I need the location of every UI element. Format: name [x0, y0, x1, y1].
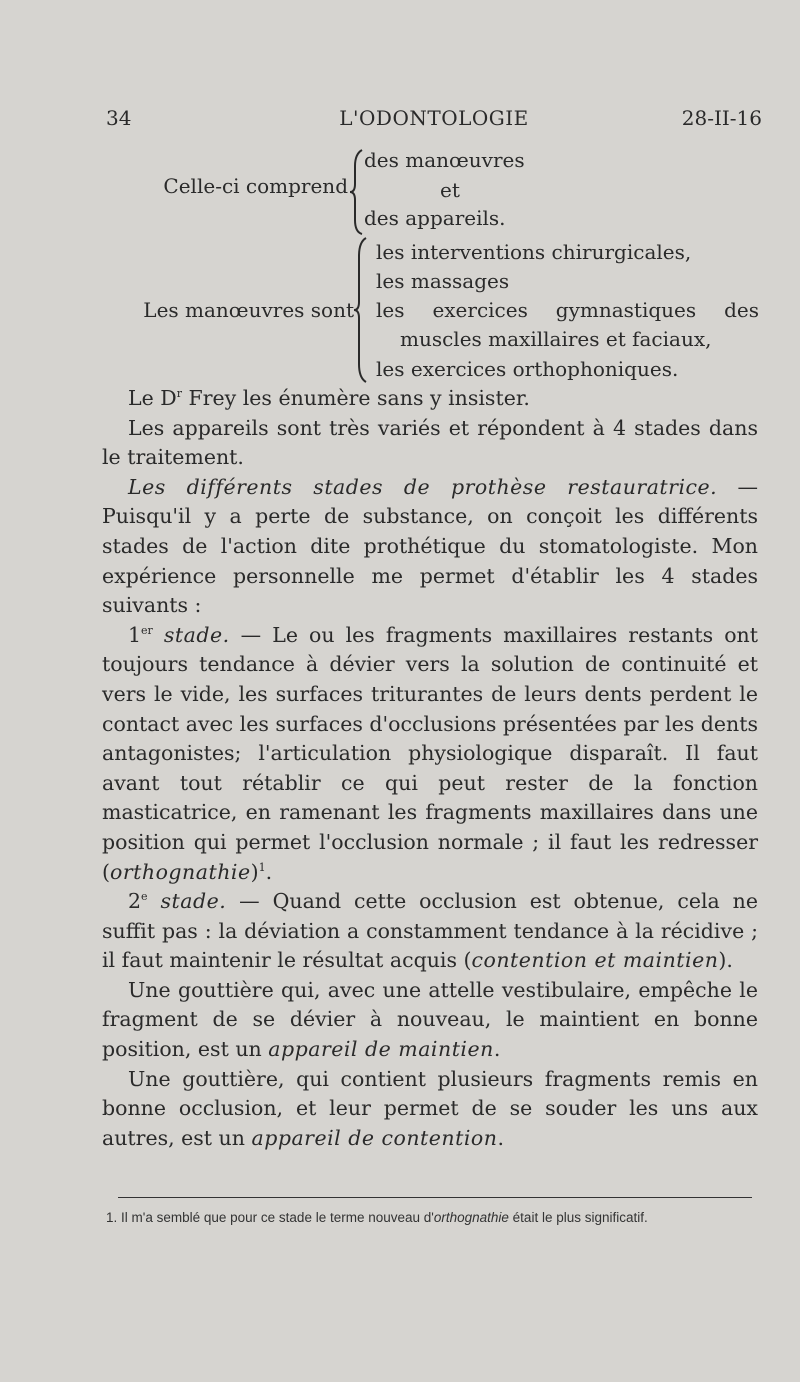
body-text — [102, 384, 758, 1153]
paragraph: Une gouttière qui, avec une attelle vestibulaire, empêche le fragment de se dévier à nouveau, le maintient en bonne position, est un appareil de maintien. — [102, 977, 758, 1062]
brace-item: les exercices gymnastiques des — [376, 298, 759, 322]
footnote-divider — [118, 1197, 752, 1198]
section-heading: Les différents stades de prothèse restauratrice. — [128, 474, 718, 499]
running-header — [106, 106, 762, 140]
paragraph: Les différents stades de prothèse restauratrice. — Puisqu'il y a perte de substance, on conçoit les différents stades de l'action dite prothétique du stomatologiste. Mon expérience personnelle me permet d'établir les 4 stades suivants : — [102, 474, 758, 618]
brace-label: Celle-ci comprend — [163, 174, 348, 198]
brace-item: des appareils. — [364, 206, 506, 230]
page-number: 34 — [106, 106, 132, 130]
brace-item: les massages — [376, 269, 510, 293]
journal-title: L'ODONTOLOGIE — [339, 106, 529, 130]
brace-item: des manœuvres — [364, 148, 525, 172]
curly-brace — [352, 236, 372, 384]
brace-item: et — [440, 178, 460, 202]
term: appareil de contention — [251, 1125, 498, 1150]
footnote-ref: 1 — [258, 860, 266, 874]
brace-item: muscles maxillaires et faciaux, — [400, 327, 712, 351]
term: contention et maintien — [471, 948, 719, 973]
paragraph: Une gouttière, qui contient plusieurs fragments remis en bonne occlusion, et leur permet de se souder les uns aux autres, est un appareil de contention. — [102, 1066, 758, 1150]
stage-label: stade. — [160, 889, 227, 914]
footnote: 1. Il m'a semblé que pour ce stade le terme nouveau d'orthognathie était le plus significatif. — [106, 1210, 648, 1225]
term: orthognathie — [110, 859, 251, 884]
stage-label: stade. — [163, 622, 230, 647]
brace-item: les interventions chirurgicales, — [376, 240, 692, 264]
paragraph: Le $D^r$ Frey les énumère sans y insister. — [128, 386, 530, 410]
term: appareil de maintien — [268, 1037, 494, 1062]
paragraph: 2e stade. — Quand cette occlusion est obtenue, cela ne suffit pas : la déviation a constamment tendance à la récidive ; il faut maintenir le résultat acquis (contention et maintien). — [102, 889, 758, 973]
paragraph: 1er stade. — Le ou les fragments maxillaires restants ont toujours tendance à dévier vers la solution de continuité et vers le vide, les surfaces triturantes de leurs dents perdent le contact avec les surfaces d'occlusions présentées par les dents antagonistes; l'articulation physiologique disparaît. Il faut avant tout rétablir ce qui peut rester de la fonction masticatrice, en ramenant les fragments maxillaires dans une position qui permet l'occlusion normale ; il faut les redresser (orthognathie)$^1$. — [102, 622, 758, 884]
footnote-marker: 1. — [106, 1210, 118, 1225]
term: orthognathie — [433, 1210, 509, 1225]
issue-date: 28-II-16 — [681, 106, 762, 130]
paragraph: Les appareils sont très variés et répondent à 4 stades dans le traitement. — [102, 415, 758, 470]
brace-item: les exercices orthophoniques. — [376, 357, 679, 381]
brace-label: Les manœuvres sont — [143, 298, 354, 322]
